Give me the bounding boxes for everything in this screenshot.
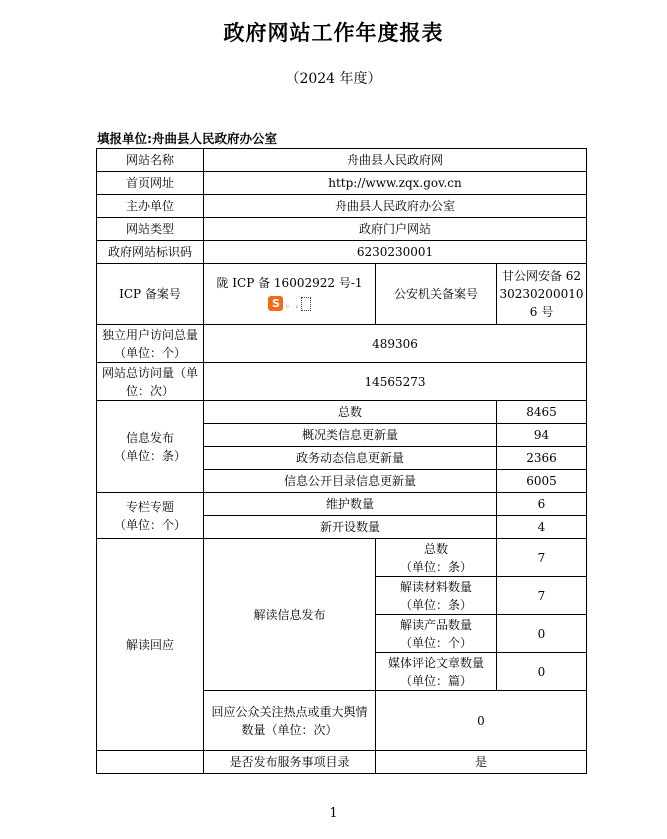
- table-row: [97, 539, 587, 577]
- sogou-icon[interactable]: S: [268, 296, 283, 311]
- response-value: 0: [376, 691, 587, 751]
- special-topics-label-line1: 专栏专题: [125, 499, 174, 514]
- info-release-label-line1: 信息发布: [125, 430, 174, 445]
- icp-label: ICP 备案号: [97, 264, 204, 325]
- site-code-label: 政府网站标识码: [97, 241, 204, 264]
- report-year: （2024 年度）: [285, 71, 382, 87]
- table-row: [97, 172, 587, 195]
- table-row: [97, 493, 587, 516]
- table-row: [97, 218, 587, 241]
- table-row: [97, 325, 587, 363]
- total-visits-value: 14565273: [204, 363, 587, 401]
- report-table: [96, 148, 587, 774]
- special-topics-label: [97, 493, 204, 539]
- interp-materials-label: [376, 577, 497, 615]
- punctuation-icon[interactable]: 。,: [285, 299, 299, 310]
- unique-visitors-value: 489306: [204, 325, 587, 363]
- interp-media-value: 0: [497, 653, 587, 691]
- icp-cell: [204, 264, 376, 325]
- interp-total-label-line2: （单位：条）: [399, 559, 472, 574]
- interp-products-label-line1: 解读产品数量: [399, 617, 472, 632]
- interpretation-label: 解读回应: [97, 539, 204, 751]
- special-topics-label-line2: （单位：个）: [113, 517, 186, 532]
- interp-total-label: [376, 539, 497, 577]
- service-catalog-empty: [97, 751, 204, 774]
- info-total-label: 总数: [204, 401, 497, 424]
- total-visits-label: 网站总访问量（单位：次）: [97, 363, 204, 401]
- topics-maintained-value: 6: [497, 493, 587, 516]
- service-catalog-value: 是: [376, 751, 587, 774]
- interp-products-label-line2: （单位：个）: [399, 635, 472, 650]
- interp-products-value: 0: [497, 615, 587, 653]
- interp-media-label: [376, 653, 497, 691]
- site-name-label: 网站名称: [97, 149, 204, 172]
- info-catalog-value: 6005: [497, 470, 587, 493]
- site-code-value: 6230230001: [204, 241, 587, 264]
- interp-total-label-line1: 总数: [423, 541, 448, 556]
- table-row: [97, 264, 587, 325]
- table-row: [97, 401, 587, 424]
- police-record-value: 甘公网安备 62302302000106 号: [497, 264, 587, 325]
- page-number: 1: [329, 806, 338, 821]
- interp-materials-label-line2: （单位：条）: [399, 597, 472, 612]
- ime-toolbar[interactable]: [268, 294, 310, 314]
- table-row: [97, 149, 587, 172]
- table-row: [97, 241, 587, 264]
- site-name-value: 舟曲县人民政府网: [204, 149, 587, 172]
- interp-total-value: 7: [497, 539, 587, 577]
- police-record-label: 公安机关备案号: [376, 264, 497, 325]
- topics-maintained-label: 维护数量: [204, 493, 497, 516]
- table-row: [97, 751, 587, 774]
- sponsor-value: 舟曲县人民政府办公室: [204, 195, 587, 218]
- interp-products-label: [376, 615, 497, 653]
- topics-new-label: 新开设数量: [204, 516, 497, 539]
- info-overview-label: 概况类信息更新量: [204, 424, 497, 447]
- sponsor-label: 主办单位: [97, 195, 204, 218]
- info-release-label-line2: （单位：条）: [113, 448, 186, 463]
- response-label: 回应公众关注热点或重大舆情数量（单位：次）: [204, 691, 376, 751]
- site-type-label: 网站类型: [97, 218, 204, 241]
- info-overview-value: 94: [497, 424, 587, 447]
- table-row: [97, 363, 587, 401]
- info-news-label: 政务动态信息更新量: [204, 447, 497, 470]
- site-type-value: 政府门户网站: [204, 218, 587, 241]
- page-title: 政府网站工作年度报表: [223, 21, 444, 45]
- interp-materials-value: 7: [497, 577, 587, 615]
- filling-unit: 填报单位:舟曲县人民政府办公室: [97, 131, 277, 146]
- interp-media-label-line1: 媒体评论文章数量: [387, 655, 484, 670]
- info-release-label: [97, 401, 204, 493]
- input-box-icon[interactable]: [301, 297, 311, 311]
- homepage-value: http://www.zqx.gov.cn: [204, 172, 587, 195]
- topics-new-value: 4: [497, 516, 587, 539]
- table-row: [97, 195, 587, 218]
- interp-media-label-line2: （单位：篇）: [399, 673, 472, 688]
- interpretation-release-label: 解读信息发布: [204, 539, 376, 691]
- info-total-value: 8465: [497, 401, 587, 424]
- info-news-value: 2366: [497, 447, 587, 470]
- homepage-label: 首页网址: [97, 172, 204, 195]
- interp-materials-label-line1: 解读材料数量: [399, 579, 472, 594]
- service-catalog-label: 是否发布服务事项目录: [204, 751, 376, 774]
- info-catalog-label: 信息公开目录信息更新量: [204, 470, 497, 493]
- unique-visitors-label: 独立用户访问总量（单位：个）: [97, 325, 204, 363]
- icp-value: 陇 ICP 备 16002922 号-1: [216, 276, 363, 290]
